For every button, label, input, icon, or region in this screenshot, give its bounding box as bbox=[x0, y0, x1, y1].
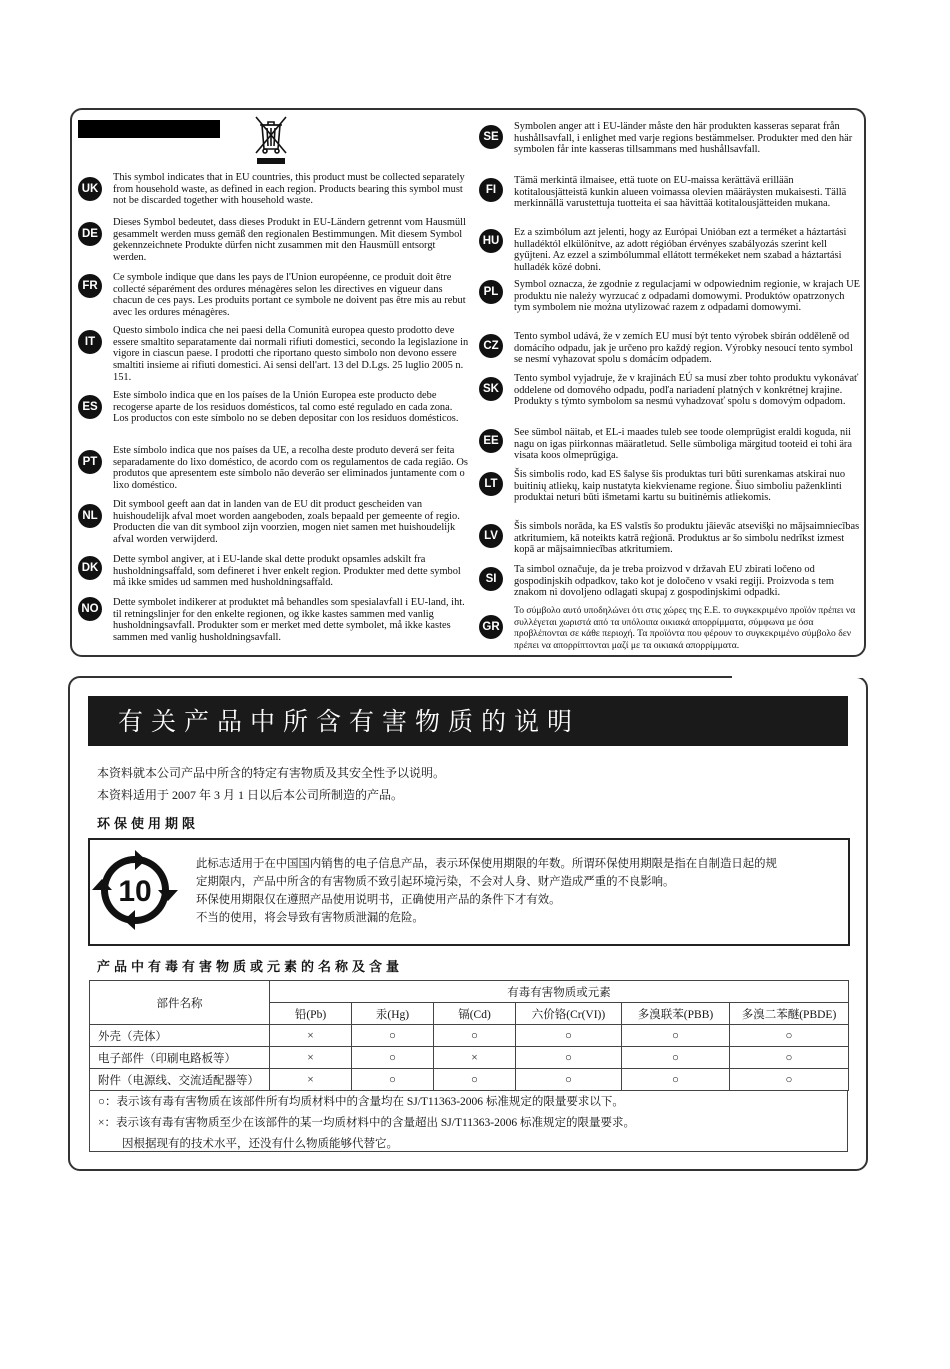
weee-text: Šis simbols norāda, ka ES valstīs šo produktu jāievāc atsevišķi no mājsaimniecības atkritumiem, kā noteikts katrā reģionā. Produktus ar šo simbolu nedrīkst izmest kopā ar mājsaimniecības atkritumiem. bbox=[514, 521, 860, 556]
weee-text: Dieses Symbol bedeutet, dass dieses Produkt in EU-Ländern getrennt vom Hausmüll gesammelt werden muss gemäß den regionalen Bestimmungen. Mit diesem Symbol gekennzeichnete Produkte dürfen nicht zusammen mit den Hausmüll entsorgt werden. bbox=[113, 217, 466, 264]
table-column-header: 多溴二苯醚(PBDE) bbox=[730, 1003, 849, 1025]
language-badge: FR bbox=[78, 274, 102, 298]
language-badge: IT bbox=[78, 330, 102, 354]
weee-text: Dit symbool geeft aan dat in landen van de EU dit product gescheiden van huishoudelijk afval moet worden aangeboden, zoals bepaald per gemeente of regio. Producten die van dit symbool zijn voorzien, mogen niet samen met huishoudelijk afval worden verwijderd. bbox=[113, 499, 460, 546]
table-cell: ○ bbox=[516, 1025, 622, 1047]
table-header-group: 有毒有害物质或元素 bbox=[270, 981, 849, 1003]
table-row bbox=[90, 1025, 849, 1047]
table-column-header: 六价铬(Cr(VI)) bbox=[516, 1003, 622, 1025]
language-badge: SK bbox=[479, 377, 503, 401]
table-column-header: 铅(Pb) bbox=[270, 1003, 352, 1025]
intro-line-2: 本资料适用于 2007 年 3 月 1 日以后本公司所制造的产品。 bbox=[97, 788, 404, 802]
language-badge: LV bbox=[479, 524, 503, 548]
weee-text: Tento symbol udává, že v zemích EU musí být tento výrobek sbírán odděleně od domácího odpadu, jak je určeno pro každý region. Výrobky nesoucí tento symbol se nesmí vyhazovat spolu s domácím odpadem. bbox=[514, 331, 853, 366]
weee-text: Το σύμβολο αυτό υποδηλώνει ότι στις χώρες της Ε.Ε. το συγκεκριμένο προϊόν πρέπει να συλλέγεται χωριστά από τα υπόλοιπα οικιακά απορρίμματα, σύμφωνα με όσα προβλέπονται σε κάθε περιοχή. Τα προϊόντα που φέρουν το συγκεκριμένο σύμβολο δεν πρέπει να απορρίπτονται μαζί με τα οικιακά απορρίμματα. bbox=[514, 605, 856, 651]
table-cell: ○ bbox=[434, 1069, 516, 1091]
table-column-header: 汞(Hg) bbox=[352, 1003, 434, 1025]
weee-text: This symbol indicates that in EU countries, this product must be collected separately from household waste, as defined in each region. Products bearing this symbol must not be discarded together with household waste. bbox=[113, 172, 465, 207]
hazardous-substance-table bbox=[89, 980, 849, 1091]
table-notes bbox=[89, 1090, 848, 1152]
language-badge: GR bbox=[479, 615, 503, 639]
weee-text: Tämä merkintä ilmaisee, että tuote on EU-maissa kerättävä erillään kotitalousjätteistä kunkin alueen voimassa olevien määräysten mukaisesti. Tällä merkinnällä varustettuja tuotteita ei saa hävittää kotitalousjätteiden mukana. bbox=[514, 175, 847, 210]
weee-text: Dette symbolet indikerer at produktet må behandles som spesialavfall i EU-land, iht. til retningslinjer for den enkelte regionen, og ikke kastes sammen med vanlig husholdningsavfall. Produkter som er merket med dette symbolet, må ikke kastes sammen med vanlig husholdningsavfall. bbox=[113, 597, 465, 644]
weee-text: Symbolen anger att i EU-länder måste den här produkten kasseras separat från hushållsavfall, i enlighet med varje regions bestämmelser. Produkter med den här symbolen får inte kasseras tillsammans med hushållsavfall. bbox=[514, 121, 853, 156]
language-badge: UK bbox=[78, 177, 102, 201]
weee-text: Este símbolo indica que nos países da UE, a recolha deste produto deverá ser feita separadamente do lixo doméstico, de acordo com os regulamentos de cada região. Os produtos que apresentem este símbolo não deverão ser eliminados juntamente com o lixo doméstico. bbox=[113, 445, 468, 492]
table-cell-part: 电子部件（印刷电路板等） bbox=[90, 1047, 270, 1069]
table-cell: × bbox=[270, 1047, 352, 1069]
note-circle: ○：表示该有毒有害物质在该部件所有均质材料中的含量均在 SJ/T11363-2006 标准规定的限量要求以下。 bbox=[98, 1096, 624, 1108]
weee-text: Šis simbolis rodo, kad ES šalyse šis produktas turi būti surenkamas atskirai nuo buitinių atliekų, kaip nustatyta kiekviename regione. Šiuo simboliu paženklinti produktai neturi būti išmetami kartu su buitinėmis atliekomis. bbox=[514, 469, 846, 504]
language-badge: PT bbox=[78, 450, 102, 474]
weee-text: Dette symbol angiver, at i EU-lande skal dette produkt opsamles adskilt fra husholdningsaffald, som defineret i hver enkelt region. Produkter med dette symbol må ikke smides ud sammen med husholdningsaffald. bbox=[113, 554, 461, 589]
language-badge: FI bbox=[479, 178, 503, 202]
table-cell: × bbox=[270, 1025, 352, 1047]
table-cell: ○ bbox=[730, 1047, 849, 1069]
language-badge: HU bbox=[479, 229, 503, 253]
language-badge: LT bbox=[479, 472, 503, 496]
table-cell: ○ bbox=[352, 1025, 434, 1047]
table-row bbox=[90, 1047, 849, 1069]
note-cross: ×：表示该有毒有害物质至少在该部件的某一均质材料中的含量超出 SJ/T11363-2006 标准规定的限量要求。 bbox=[98, 1117, 635, 1129]
epup-heading: 环保使用期限 bbox=[97, 817, 200, 832]
page-title: 有关产品中所含有害物质的说明 bbox=[118, 707, 581, 736]
language-badge: CZ bbox=[479, 334, 503, 358]
recycle-10-year-icon bbox=[92, 850, 178, 930]
weee-text: Symbol oznacza, że zgodnie z regulacjami w odpowiednim regionie, w krajach UE produktu nie należy wyrzucać z odpadami domowymi. Produktów opatrzonych tym symbolem nie można utylizować razem z odpadami domowymi. bbox=[514, 279, 860, 314]
weee-text: Ta simbol označuje, da je treba proizvod v državah EU zbirati ločeno od gospodinjskih odpadkov, tako kot je določeno v vsaki regiji. Proizvoda s tem znakom ni dovoljeno odlagati skupaj z gospodinjskimi odpadki. bbox=[514, 564, 834, 599]
table-header-part: 部件名称 bbox=[90, 981, 270, 1025]
table-heading: 产品中有毒有害物质或元素的名称及含量 bbox=[97, 960, 404, 975]
table-cell: ○ bbox=[622, 1069, 730, 1091]
weee-text: See sümbol näitab, et EL-i maades tuleb see toode olemprügist eraldi koguda, nii nagu on igas piirkonnas määratletud. Selle sümboliga märgitud tooteid ei tohi ära visata koos olmeprügiga. bbox=[514, 427, 853, 462]
language-badge: EE bbox=[479, 429, 503, 453]
language-badge: NL bbox=[78, 504, 102, 528]
table-cell: ○ bbox=[352, 1047, 434, 1069]
table-cell-part: 外壳（壳体） bbox=[90, 1025, 270, 1047]
epup-line: 不当的使用，将会导致有害物质泄漏的危险。 bbox=[196, 912, 424, 924]
crossed-out-bin-icon bbox=[252, 113, 290, 167]
table-column-header: 镉(Cd) bbox=[434, 1003, 516, 1025]
language-badge: DE bbox=[78, 222, 102, 246]
table-cell: × bbox=[434, 1047, 516, 1069]
language-badge: NO bbox=[78, 597, 102, 621]
epup-line: 环保使用期限仅在遵照产品使用说明书，正确使用产品的条件下才有效。 bbox=[196, 894, 561, 906]
table-cell: ○ bbox=[730, 1069, 849, 1091]
weee-text: Tento symbol vyjadruje, že v krajinách EÚ sa musí zber tohto produktu vykonávať oddelene od domového odpadu, podľa nariadení platných v konkrétnej krajine. Produkty s týmto symbolom sa nesmú vyhadzovať spolu s domovým odpadom. bbox=[514, 373, 859, 408]
redacted-label-bar bbox=[78, 120, 220, 138]
note-reason: 因根据现有的技术水平，还没有什么物质能够代替它。 bbox=[122, 1138, 398, 1150]
table-row bbox=[90, 1069, 849, 1091]
epup-logo-number: 10 bbox=[118, 875, 152, 908]
language-badge: DK bbox=[78, 556, 102, 580]
weee-text: Ez a szimbólum azt jelenti, hogy az Európai Unióban ezt a terméket a háztartási hulladéktól elkülönítve, az adott régióban érvényes szabályozás szerint kell gyűjteni. Az ezzel a szimbólummal ellátott termékeket nem szabad a háztartási hulladék közé dobni. bbox=[514, 227, 847, 274]
table-column-header: 多溴联苯(PBB) bbox=[622, 1003, 730, 1025]
table-cell: ○ bbox=[352, 1069, 434, 1091]
language-badge: ES bbox=[78, 395, 102, 419]
language-badge: PL bbox=[479, 280, 503, 304]
language-badge: SE bbox=[479, 125, 503, 149]
table-cell: ○ bbox=[516, 1047, 622, 1069]
box-border-gap bbox=[732, 672, 868, 678]
table-cell: ○ bbox=[622, 1047, 730, 1069]
epup-description bbox=[196, 855, 836, 927]
table-cell: × bbox=[270, 1069, 352, 1091]
table-cell: ○ bbox=[622, 1025, 730, 1047]
intro-line-1: 本资料就本公司产品中所含的特定有害物质及其安全性予以说明。 bbox=[97, 766, 446, 780]
epup-line: 此标志适用于在中国国内销售的电子信息产品，表示环保使用期限的年数。所谓环保使用期限是指在自制造日起的规 bbox=[196, 858, 777, 870]
weee-text: Este símbolo indica que en los países de la Unión Europea este producto debe recogerse aparte de los residuos domésticos, tal como esté regulado en cada zona. Los productos con este símbolo no se deben depositar con los residuos domésticos. bbox=[113, 390, 459, 425]
table-cell: ○ bbox=[730, 1025, 849, 1047]
language-badge: SI bbox=[479, 567, 503, 591]
table-cell: ○ bbox=[434, 1025, 516, 1047]
table-cell: ○ bbox=[516, 1069, 622, 1091]
table-cell-part: 附件（电源线、交流适配器等） bbox=[90, 1069, 270, 1091]
weee-text: Questo simbolo indica che nei paesi della Comunità europea questo prodotto deve essere smaltito separatamente dai normali rifiuti domestici, secondo la legislazione in vigore in ciascun paese. I prodotti che riportano questo simbolo non devono essere smaltiti insieme ai rifiuti domestici. Ai sensi dell'art. 13 del D.Lgs. 25 luglio 2005 n. 151. bbox=[113, 325, 469, 383]
epup-line: 定期限内，产品中所含的有害物质不致引起环境污染，不会对人身、财产造成严重的不良影响。 bbox=[196, 876, 675, 888]
weee-text: Ce symbole indique que dans les pays de l'Union européenne, ce produit doit être collecté séparément des ordures ménagères selon les directives en vigueur dans chacun de ces pays. Les produits portant ce symbole ne doivent pas être mis au rebut avec les ordures ménagères. bbox=[113, 272, 466, 319]
